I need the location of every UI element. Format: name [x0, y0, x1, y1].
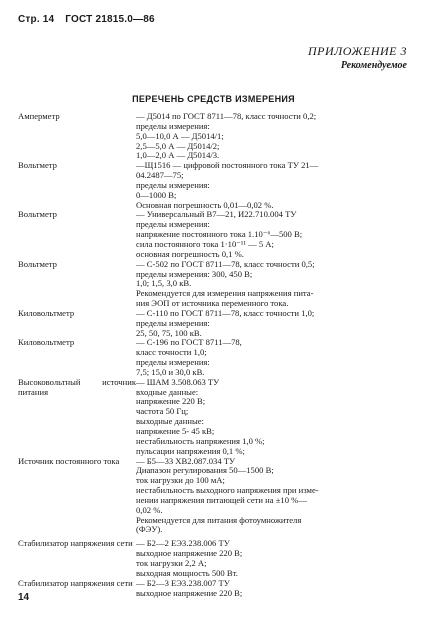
instrument-specs	[136, 260, 418, 309]
instrument-name: Стабилизатор напряжения сети	[18, 538, 133, 549]
instrument-name: Вольтметр	[18, 258, 57, 269]
instrument-name: Источник постоянного тока	[18, 455, 120, 466]
spec-line: — Универсальный В7—21, И22.710.004 ТУ	[136, 209, 297, 220]
instrument-row	[18, 338, 418, 377]
spec-line: 2,5—5,0 А — Д5014/2;	[136, 140, 220, 151]
instrument-row	[18, 309, 418, 339]
spec-line: 04.2487—75;	[136, 170, 184, 181]
spec-line: — Б2—2 ЕЭ3.238.006 ТУ	[136, 538, 230, 549]
spec-line: 0,02 %.	[136, 504, 163, 515]
spec-line: — С-502 по ГОСТ 8711—78, класс точности 0,5;	[136, 258, 315, 269]
spec-line: пределы измерения:	[136, 357, 210, 368]
spec-line: 1,0—2,0 А — Д5014/3.	[136, 150, 220, 161]
spec-line: — ШАМ 3.508.063 ТУ	[136, 376, 220, 387]
spec-line: пределы измерения:	[136, 179, 210, 190]
instrument-name: Вольтметр	[18, 209, 57, 220]
instrument-row	[18, 378, 418, 457]
appendix-heading	[308, 44, 407, 71]
spec-line: 1,0; 1,5, 3,0 кВ.	[136, 278, 192, 289]
instrument-row	[18, 210, 418, 259]
spec-line: напряжение постоянного тока 1.10⁻⁶—500 В;	[136, 229, 303, 240]
instrument-row	[18, 112, 418, 161]
spec-line: — С-110 по ГОСТ 8711—78, класс точности 1,0;	[136, 307, 315, 318]
spec-line: выходное напряжение 220 В;	[136, 587, 243, 598]
standard-label: ГОСТ 21815.0—86	[65, 14, 155, 25]
spec-line: — Б5—33 ХВ2.087.034 ТУ	[136, 455, 236, 466]
spec-line: 5,0—10,0 А — Д5014/1;	[136, 130, 224, 141]
spec-line: 25, 50, 75, 100 кВ.	[136, 327, 202, 338]
instrument-name: Высоковольтный источник питания	[18, 376, 136, 397]
spec-line: Рекомендуется для измерения напряжения пита-	[136, 288, 314, 299]
spec-line: выходные данные:	[136, 416, 204, 427]
spec-line: Рекомендуется для питания фотоумножителя	[136, 514, 302, 525]
spec-line: напряжение 220 В;	[136, 396, 206, 407]
spec-line: 7,5; 15,0 и 30,0 кВ.	[136, 366, 205, 377]
spec-line: выходная мощность 500 Вт.	[136, 567, 238, 578]
spec-line: ния ЭОП от источника переменного тока.	[136, 298, 289, 309]
instrument-specs	[136, 457, 418, 536]
spec-line: — С-196 по ГОСТ 8711—78,	[136, 337, 242, 348]
spec-line: сила постоянного тока 1·10⁻¹¹ — 5 А;	[136, 238, 274, 249]
instrument-row	[18, 457, 418, 536]
spec-line: пределы измерения:	[136, 120, 210, 131]
spec-line: — Д5014 по ГОСТ 8711—78, класс точности 0,2;	[136, 111, 317, 121]
page-number: 14	[18, 592, 30, 603]
instrument-row	[18, 539, 418, 578]
spec-line: основная погрешность 0,1 %.	[136, 248, 244, 259]
spec-line: напряжение 5- 45 кВ;	[136, 426, 215, 436]
instrument-specs	[136, 112, 418, 161]
document-title: ПЕРЕЧЕНЬ СРЕДСТВ ИЗМЕРЕНИЯ	[132, 94, 295, 104]
spec-line: пределы измерения:	[136, 317, 210, 328]
spec-line: —Щ1516 — цифровой постоянного тока ТУ 21—	[136, 160, 319, 171]
instrument-name: Киловольтметр	[18, 307, 75, 318]
spec-line: выходное напряжение 220 В;	[136, 548, 243, 559]
page-label: Стр. 14	[18, 14, 55, 25]
instrument-specs	[136, 579, 418, 599]
instrument-name: Стабилизатор напряжения сети	[18, 577, 133, 588]
instrument-row	[18, 161, 418, 210]
spec-line: — Б2—3 ЕЭ3.238.007 ТУ	[136, 577, 230, 588]
spec-line: нестабильность выходного напряжения при изме-	[136, 485, 319, 496]
instrument-row	[18, 260, 418, 309]
page-header	[18, 14, 163, 25]
instrument-specs	[136, 539, 418, 578]
spec-line: нении напряжения питающей сети на ±10 %—	[136, 494, 307, 505]
instrument-row	[18, 579, 418, 599]
instrument-list	[18, 112, 418, 598]
spec-line: пределы измерения: 300, 450 В;	[136, 268, 253, 279]
spec-line: (ФЭУ).	[136, 524, 163, 535]
appendix-subtitle: Рекомендуемое	[340, 60, 407, 71]
instrument-name: Вольтметр	[18, 160, 57, 171]
spec-line: ток нагрузки 2,2 А;	[136, 557, 207, 568]
spec-line: класс точности 1,0;	[136, 347, 207, 358]
spec-line: нестабильность напряжения 1,0 %;	[136, 435, 265, 446]
spec-line: пределы измерения:	[136, 219, 210, 230]
spec-line: частота 50 Гц;	[136, 406, 189, 417]
instrument-specs	[136, 161, 418, 210]
spec-line: Основная погрешность 0,01—0,02 %.	[136, 199, 274, 210]
spec-line: Диапазон регулирования 50—1500 В;	[136, 465, 274, 476]
spec-line: входные данные:	[136, 386, 199, 397]
spec-line: пульсации напряжения 0,1 %;	[136, 445, 245, 456]
appendix-title: ПРИЛОЖЕНИЕ 3	[308, 44, 407, 58]
instrument-specs	[136, 210, 418, 259]
spec-line: ток нагрузки до 100 мА;	[136, 475, 225, 486]
instrument-name: Киловольтметр	[18, 337, 75, 348]
instrument-specs	[136, 378, 418, 457]
spec-line: 0—1000 В;	[136, 189, 177, 200]
instrument-name: Амперметр	[18, 111, 60, 121]
instrument-specs	[136, 309, 418, 339]
instrument-specs	[136, 338, 418, 377]
